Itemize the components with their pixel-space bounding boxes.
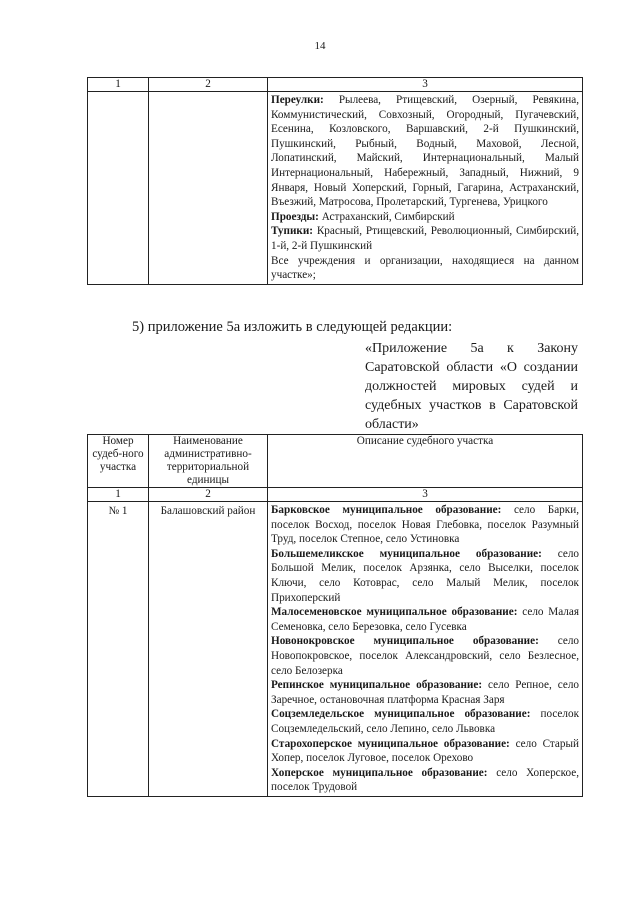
description-cell bbox=[268, 92, 583, 285]
section-institutions bbox=[271, 254, 579, 283]
municipality-label: Барковское муниципальное образование: bbox=[271, 504, 502, 516]
municipality-label: Большемеликское муниципальное образование: bbox=[271, 547, 542, 560]
continuation-table bbox=[87, 77, 583, 285]
municipality-entry bbox=[271, 547, 579, 605]
municipality-label: Малосеменовское муниципальное образование: bbox=[271, 606, 518, 619]
section-deadends bbox=[271, 224, 579, 253]
municipality-entry bbox=[271, 737, 579, 766]
municipality-label: Хоперское муниципальное образование: bbox=[271, 766, 488, 779]
section-text: Рылеева, Ртищевский, Озерный, Ревякина, Коммунистический, Совхозный, Огородный, Пугачевский, Есенина, Козловского, Варшавский, 2-й Пушкинский, Пушкинский, Рыбный, Водный, Маховой, Лесной, Лопатинский, Майский, Интернациональный, Малый Интернациональный, Набережный, Западный, Нижний, 9 Января, Новый Хоперский, Горный, Гагарина, Астраханский, Въезжий, Матросова, Пролетарский, Тургенева, Урицкого bbox=[271, 94, 579, 209]
description-cell bbox=[268, 502, 583, 797]
municipality-entry bbox=[271, 678, 579, 707]
column-number-1: 1 bbox=[88, 488, 149, 502]
table-row bbox=[88, 502, 583, 797]
section-text: Красный, Ртищевский, Революционный, Симбирский, 1-й, 2-й Пушкинский bbox=[271, 225, 579, 252]
section-text: Все учреждения и организации, находящиеся на данном участке»; bbox=[271, 254, 579, 282]
municipality-text: село Барки, поселок Восход, поселок Новая Глебовка, поселок Разумный Труд, поселок Степное, село Устиновка bbox=[271, 504, 579, 546]
column-number-row bbox=[88, 488, 583, 502]
municipality-entry bbox=[271, 766, 579, 795]
municipality-text: село Репное, село Заречное, остановочная платформа Красная Заря bbox=[271, 679, 579, 706]
municipality-text: село Малая Семеновка, село Березовка, село Гусевка bbox=[271, 606, 580, 633]
section-label: Проезды: bbox=[271, 210, 319, 223]
municipality-entry bbox=[271, 605, 579, 634]
column-number-3: 3 bbox=[268, 78, 583, 92]
header-row bbox=[88, 435, 583, 488]
court-districts-table bbox=[87, 434, 583, 797]
column-number-3: 3 bbox=[268, 488, 583, 502]
municipality-label: Новонокровское муниципальное образование: bbox=[271, 635, 539, 648]
municipality-entry bbox=[271, 634, 579, 678]
annex-heading bbox=[365, 339, 578, 434]
column-number-2: 2 bbox=[149, 78, 268, 92]
municipality-text: село Новопокровское, поселок Александровский, село Безлесное, село Белозерка bbox=[271, 635, 579, 677]
admin-unit: Балашовский район bbox=[149, 502, 268, 797]
section-label: Переулки: bbox=[271, 94, 324, 106]
header-admin-unit: Наименование административно-территориальной единицы bbox=[149, 435, 268, 488]
section-passages bbox=[271, 210, 579, 225]
section-label: Тупики: bbox=[271, 225, 314, 238]
section-text: Астраханский, Симбирский bbox=[318, 210, 455, 223]
district-number: № 1 bbox=[88, 502, 149, 797]
header-description: Описание судебного участка bbox=[268, 435, 583, 488]
section-lanes bbox=[271, 93, 579, 210]
page-number: 14 bbox=[314, 40, 326, 52]
municipality-entry bbox=[271, 707, 579, 736]
column-number-row bbox=[88, 78, 583, 92]
municipality-text: село Старый Хопер, поселок Луговое, поселок Орехово bbox=[271, 737, 579, 765]
municipality-text: поселок Соцземледельский, село Лепино, село Львовка bbox=[271, 708, 580, 735]
table-row bbox=[88, 92, 583, 285]
municipality-label: Соцземледельское муниципальное образование: bbox=[271, 708, 531, 721]
column-number-1: 1 bbox=[88, 78, 149, 92]
municipality-entry bbox=[271, 503, 579, 547]
municipality-text: село Большой Мелик, поселок Арзянка, село Выселки, поселок Ключи, село Котоврас, село Малый Мелик, поселок Прихоперский bbox=[271, 547, 580, 604]
municipality-label: Репинское муниципальное образование: bbox=[271, 679, 483, 692]
empty-cell bbox=[149, 92, 268, 285]
municipality-text: село Хоперское, поселок Трудовой bbox=[271, 766, 579, 794]
paragraph-5: 5) приложение 5а изложить в следующей редакции: bbox=[132, 319, 453, 335]
column-number-2: 2 bbox=[149, 488, 268, 502]
municipality-label: Старохоперское муниципальное образование: bbox=[271, 737, 510, 750]
annex-heading-text: «Приложение 5а к Закону Саратовской области «О создании должностей мировых судей и судебных участков в Саратовской области» bbox=[365, 341, 578, 432]
header-district-number: Номер судеб-ного участка bbox=[88, 435, 149, 488]
empty-cell bbox=[88, 92, 149, 285]
